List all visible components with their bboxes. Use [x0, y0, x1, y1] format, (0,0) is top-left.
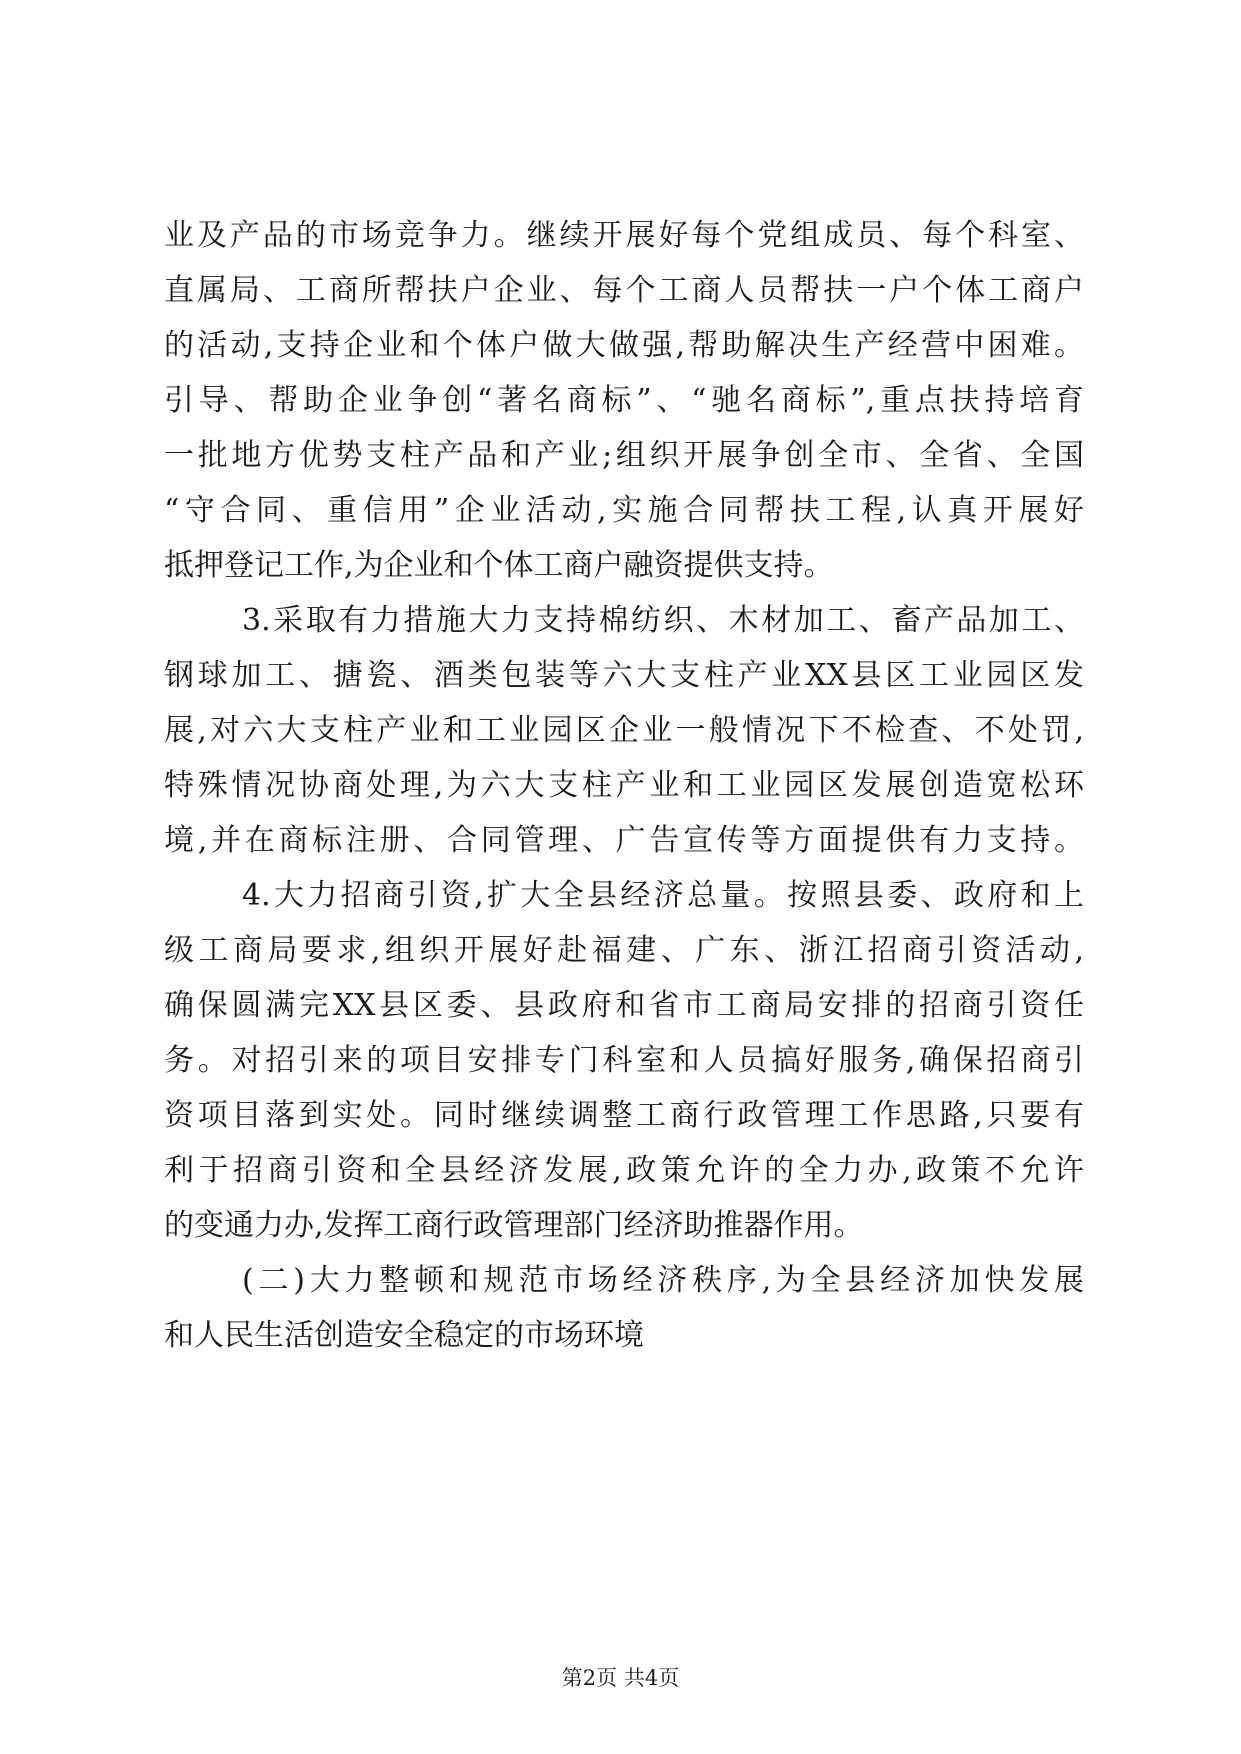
- section-heading-line: 和人民生活创造安全稳定的市场环境: [164, 1318, 644, 1353]
- body-text-line: 的活动,支持企业和个体户做大做强,帮助解决生产经营中困难。: [164, 328, 1084, 363]
- body-text-line: 务。对招引来的项目安排专门科室和人员搞好服务,确保招商引: [164, 1043, 1084, 1078]
- body-text-line: “守合同、重信用”企业活动,实施合同帮扶工程,认真开展好: [164, 493, 1084, 528]
- body-text-line: 4.大力招商引资,扩大全县经济总量。按照县委、政府和上: [242, 878, 1084, 913]
- body-text-line: 展,对六大支柱产业和工业园区企业一般情况下不检查、不处罚,: [164, 713, 1084, 748]
- body-text-line: 级工商局要求,组织开展好赴福建、广东、浙江招商引资活动,: [164, 933, 1084, 968]
- body-text-line: 特殊情况协商处理,为六大支柱产业和工业园区发展创造宽松环: [164, 768, 1084, 803]
- body-text-line: 资项目落到实处。同时继续调整工商行政管理工作思路,只要有: [164, 1098, 1084, 1133]
- body-text-line: 的变通力办,发挥工商行政管理部门经济助推器作用。: [164, 1208, 864, 1243]
- section-heading-line: (二)大力整顿和规范市场经济秩序,为全县经济加快发展: [242, 1263, 1084, 1298]
- page-number-footer: 第2页 共4页: [561, 1666, 680, 1690]
- body-text-line: 抵押登记工作,为企业和个体工商户融资提供支持。: [164, 548, 834, 583]
- body-text-line: 引导、帮助企业争创“著名商标”、“驰名商标”,重点扶持培育: [164, 383, 1084, 418]
- body-text-line: 境,并在商标注册、合同管理、广告宣传等方面提供有力支持。: [164, 823, 1084, 858]
- body-text-line: 利于招商引资和全县经济发展,政策允许的全力办,政策不允许: [164, 1153, 1084, 1188]
- body-text-line: 一批地方优势支柱产品和产业;组织开展争创全市、全省、全国: [164, 438, 1084, 473]
- body-text-line: 直属局、工商所帮扶户企业、每个工商人员帮扶一户个体工商户: [164, 273, 1084, 308]
- body-text-line: 业及产品的市场竞争力。继续开展好每个党组成员、每个科室、: [164, 218, 1084, 253]
- body-text-line: 确保圆满完XX县区委、县政府和省市工商局安排的招商引资任: [164, 988, 1084, 1023]
- body-text-line: 钢球加工、搪瓷、酒类包装等六大支柱产业XX县区工业园区发: [164, 658, 1084, 693]
- body-text-line: 3.采取有力措施大力支持棉纺织、木材加工、畜产品加工、: [242, 603, 1084, 638]
